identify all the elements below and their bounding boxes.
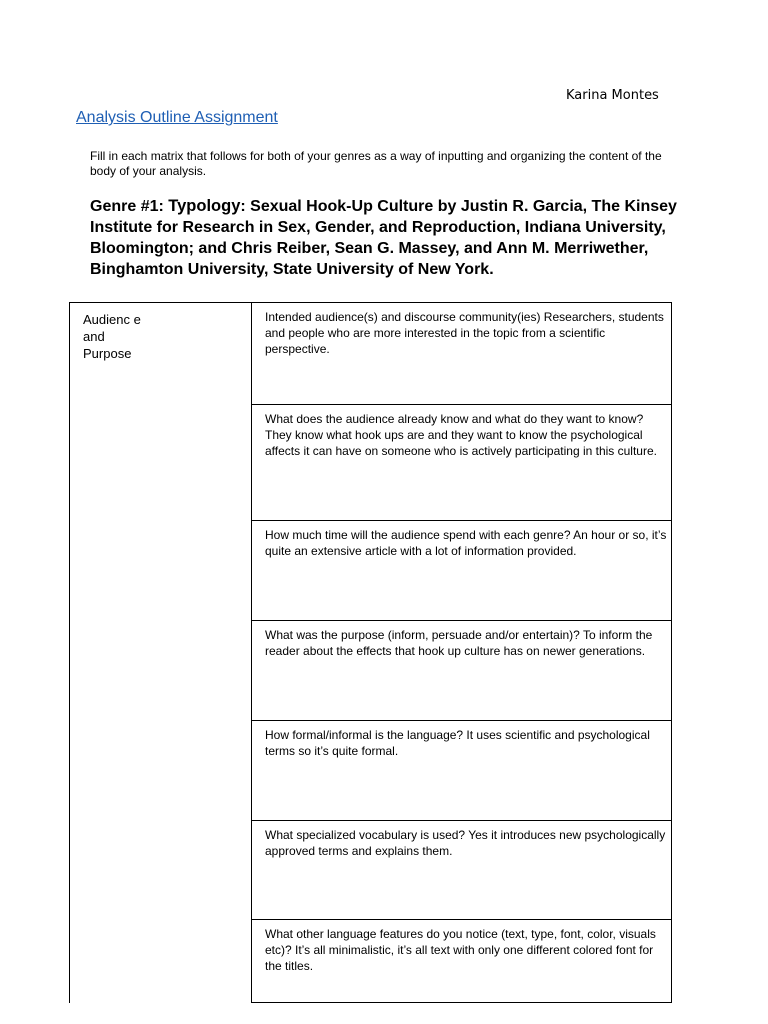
category-cell: [70, 303, 252, 1003]
matrix-row-purpose: [252, 621, 672, 721]
matrix-row-prior-knowledge: [252, 405, 672, 521]
document-title: Analysis Outline Assignment: [76, 109, 278, 126]
genre-heading: [90, 196, 690, 280]
matrix-row-language-features: [252, 920, 672, 1003]
matrix-row-text: How much time will the audience spend with each genre? An hour or so, it’s quite an extensive article with a lot of information provided.: [265, 528, 667, 558]
genre-description: : Sexual Hook-Up Culture by Justin R. Garcia, The Kinsey Institute for Research in Sex, Gender, and Reproduction, Indiana University, Bloomington; and Chris Reiber, Sean G. Massey, and Ann M. Merriwether, Binghamton University, State University of New York.: [90, 198, 677, 278]
matrix-row-text: Intended audience(s) and discourse community(ies) Researchers, students and people who are more interested in the topic from a scientific perspective.: [265, 310, 664, 356]
genre-prefix: Genre #1:: [90, 198, 169, 215]
matrix-row-text: What was the purpose (inform, persuade and/or entertain)? To inform the reader about the effects that hook up culture has on newer generations.: [265, 628, 653, 658]
analysis-matrix: [69, 302, 672, 1003]
author-name: Karina Montes: [566, 88, 659, 103]
matrix-row-text: What does the audience already know and what do they want to know? They know what hook ups are and they want to know the psychological affects it can have on someone who is actively participating in this culture.: [265, 412, 657, 458]
matrix-row-formality: [252, 721, 672, 821]
instructions-text: Fill in each matrix that follows for both of your genres as a way of inputting and organizing the content of the body of your analysis.: [90, 149, 662, 178]
genre-type: Typology: [168, 197, 241, 215]
matrix-row-time: [252, 521, 672, 621]
matrix-row-text: What specialized vocabulary is used? Yes it introduces new psychologically approved terms and explains them.: [265, 828, 666, 858]
matrix-row-audience: [252, 303, 672, 405]
category-label: Audienc e and Purpose: [83, 312, 141, 361]
matrix-row-text: What other language features do you notice (text, type, font, color, visuals etc)? It’s all minimalistic, it’s all text with only one different colored font for the titles.: [265, 927, 656, 973]
matrix-row-vocabulary: [252, 821, 672, 920]
matrix-row-text: How formal/informal is the language? It uses scientific and psychological terms so it’s quite formal.: [265, 728, 650, 758]
